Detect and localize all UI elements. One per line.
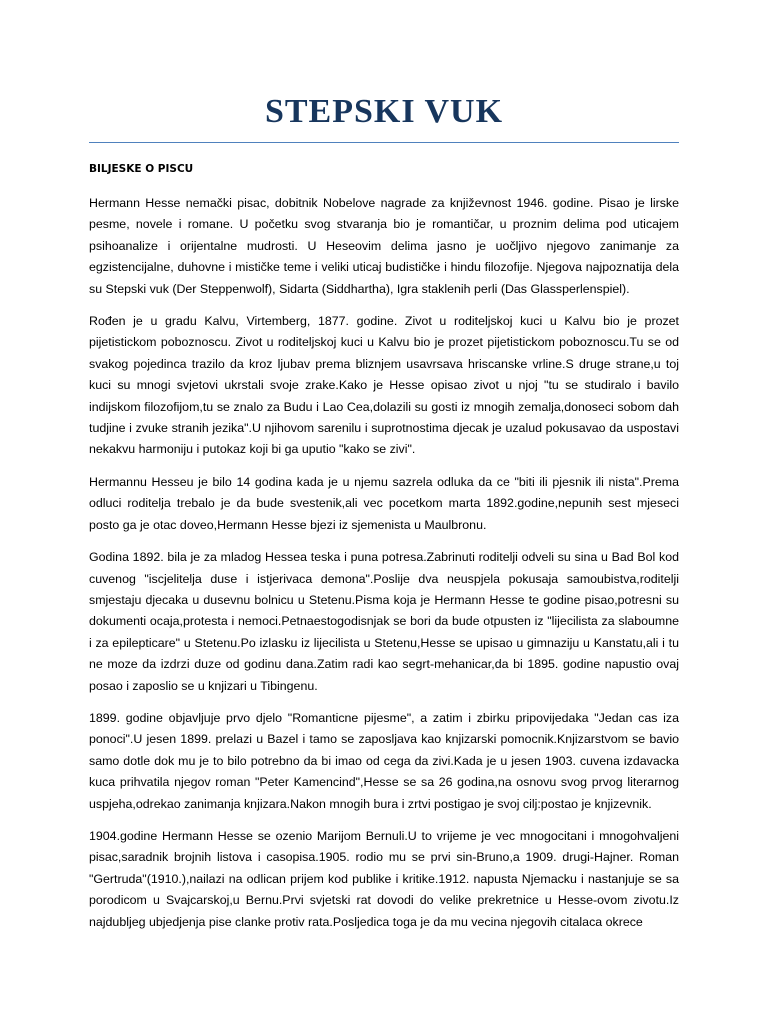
paragraph-3: Hermannu Hesseu je bilo 14 godina kada je u njemu sazrela odluka da ce "biti ili pjesnik ili nista".Prema odluci roditelja trebalo je da bude svestenik,ali vec pocetkom marta 1892.godine,nepunih sest mjeseci posto ga je otac doveo,Hermann Hesse bjezi iz sjemenista u Maulbronu.: [89, 474, 679, 532]
paragraph-4: Godina 1892. bila je za mladog Hessea teska i puna potresa.Zabrinuti roditelji odveli su sina u Bad Bol kod cuvenog "iscjelitelja duse i istjerivaca demona".Poslije dva neuspjela pokusaja samoubistva,roditelji smjestaju djecaka u dusevnu bolnicu u Stetenu.Pisma koja je Hermann Hesse te godine pisao,potresni su dokumenti ocaja,protesta i nemoci.Petnaestogodisnjak se bori da bude otpusten iz "lijecilista za slaboumne i za epilepticare" u Stetenu.Po izlasku iz lijecilista u Stetenu,Hesse se upisao u gimnaziju u Kanstatu,ali i tu ne moze da izdrzi duze od godinu dana.Zatim radi kao segrt-mehanicar,da bi 1895. godine napustio ovaj posao i zaposlio se u knjizari u Tibingenu.: [89, 550, 679, 693]
paragraph-1: Hermann Hesse nemački pisac, dobitnik Nobelove nagrade za književnost 1946. godine. Pisao je lirske pesme, novele i romane. U početku svog stvaranja bio je romantičar, u proznim delima pod uticajem psihoanalize i orijentalne mudrosti. U Heseovim delima jasno je uočljivo njegovo zanimanje za egzistencijalne, duhovne i mističke teme i veliki uticaj budističke i hindu filozofije. Njegova najpoznatija dela su Stepski vuk (Der Steppenwolf), Sidarta (Siddhartha), Igra staklenih perli (Das Glassperlenspiel).: [89, 196, 679, 296]
title-underline: [89, 142, 679, 143]
paragraph-6: 1904.godine Hermann Hesse se ozenio Marijom Bernuli.U to vrijeme je vec mnogocitani i mnogohvaljeni pisac,saradnik brojnih listova i casopisa.1905. rodio mu se prvi sin-Bruno,a 1909. drugi-Hajner. Roman "Gertruda"(1910.),nailazi na odlican prijem kod publike i kritike.1912. napusta Njemacku i nastanjuje se sa porodicom u Svajcarskoj,u Bernu.Prvi svjetski rat dovodi do velike prekretnice u Hesse-ovom zivotu.Iz najdubljeg ubjedjenja pise clanke protiv rata.Posljedica toga je da mu vecina njegovih citalaca okrece: [89, 828, 679, 929]
section-heading: BILJESKE O PISCU: [89, 163, 194, 175]
document-page: [89, 88, 679, 944]
paragraph-5: 1899. godine objavljuje prvo djelo "Romanticne pijesme", a zatim i zbirku pripovijedaka "Jedan cas iza ponoci".U jesen 1899. prelazi u Bazel i tamo se zaposljava kao knjizarski pomocnik.Knjizarstvom se bavio samo dotle dok mu je to bilo potrebno da bi imao od cega da zivi.Kada je u jesen 1903. cuvena izdavacka kuca prihvatila njegov roman "Peter Kamencind",Hesse se sa 26 godina,na osnovu svog prvog literarnog uspjeha,odrekao zanimanja knjizara.Nakon mnogih bura i zrtvi postigao je svoj cilj:postao je knjizevnik.: [89, 710, 679, 811]
paragraph-2: Rođen je u gradu Kalvu, Virtemberg, 1877. godine. Zivot u roditeljskoj kuci u Kalvu bio je prozet pijetistickom poboznoscu. Zivot u roditeljskoj kuci u Kalvu bio je prozet pijetistickom poboznoscu.Tu se od svakog pojedinca trazilo da kroz ljubav prema bliznjem usavrsava hriscanske vrline.S druge strane,u toj kuci su mnogi svjetovi ukrstali svoje zrake.Kako je Hesse opisao zivot u njoj "tu se studiralo i bavilo indijskom filozofijom,tu se znalo za Budu i Lao Cea,dolazili su gosti iz mnogih zemalja,donoseci sobom dah tudjine i zvuke stranih jezika".U njihovom sarenilu i suprotnostima djecak je uzalud pokusavao da uspostavi nekakvu harmoniju i putokaz koji bi ga uputio "kako se zivi".: [89, 314, 679, 457]
document-title: STEPSKI VUK: [264, 93, 504, 130]
